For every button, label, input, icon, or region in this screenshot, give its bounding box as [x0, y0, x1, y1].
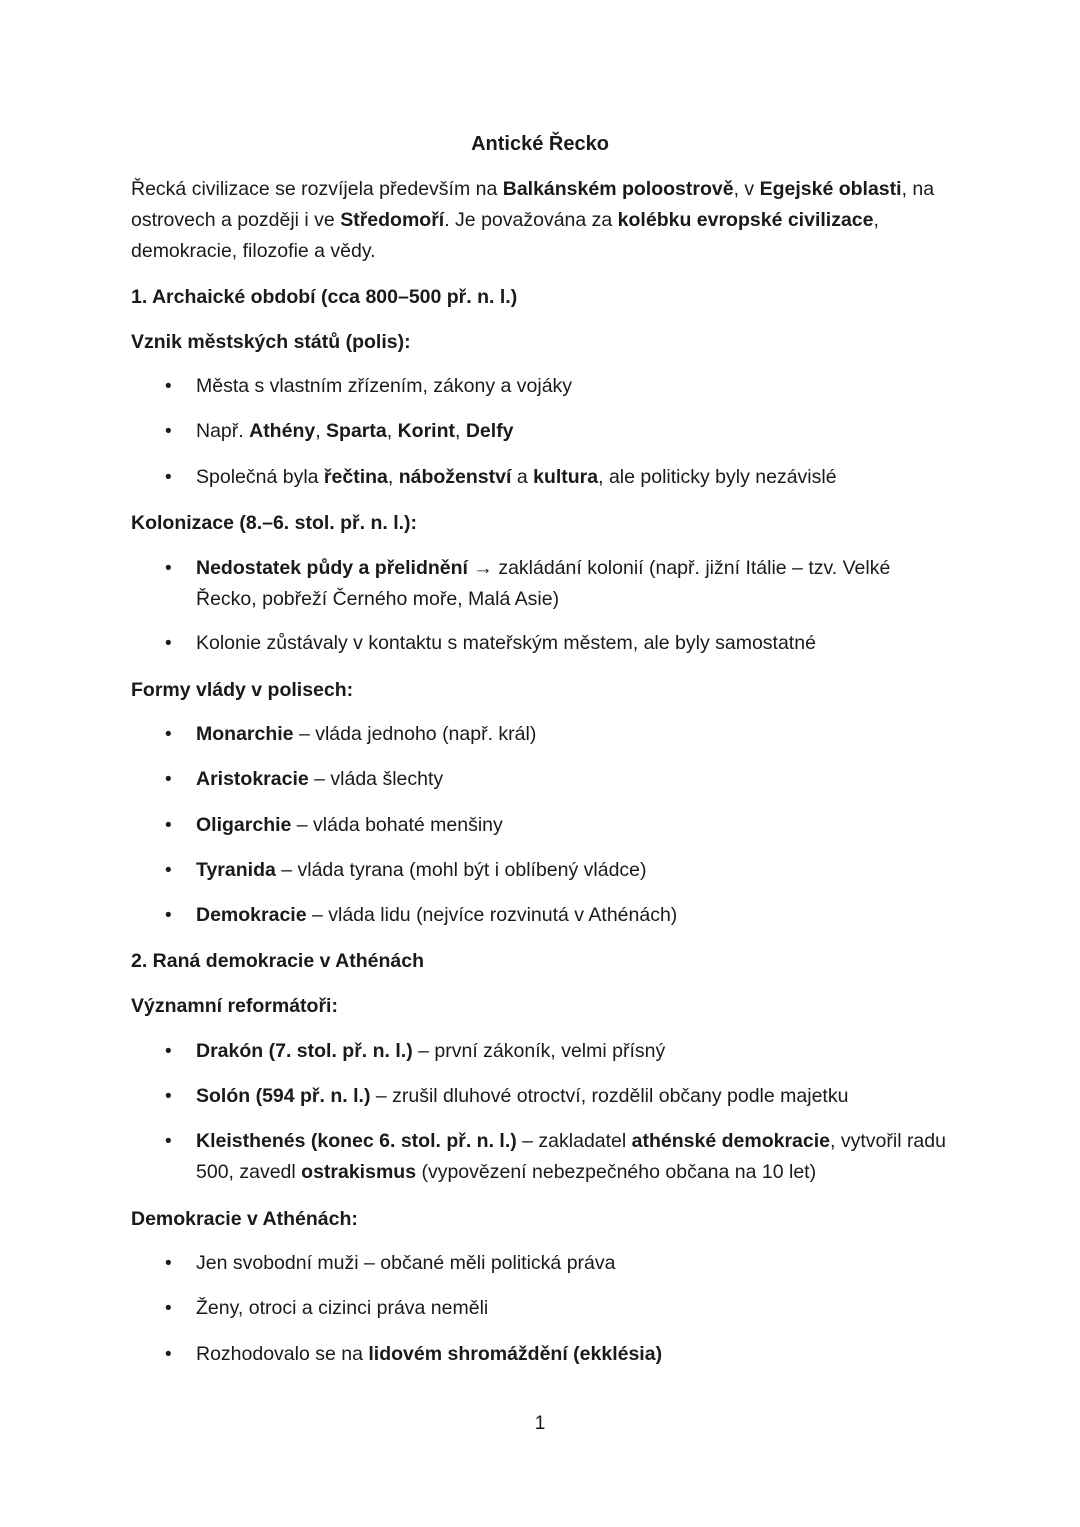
text-run: – vláda tyrana (mohl být i oblíbený vládce)	[275, 859, 647, 881]
text-run: – vláda bohaté menšiny	[291, 814, 503, 836]
text-run: Rozhodovalo se na	[196, 1343, 369, 1365]
bullet-point: •	[165, 1344, 172, 1365]
subheading-colonization: Kolonizace (8.–6. stol. př. n. l.):	[131, 512, 418, 534]
section-heading-democracy: 2. Raná demokracie v Athénách	[131, 950, 424, 972]
bullet-point: •	[165, 1253, 172, 1274]
bullet-point: •	[165, 1086, 172, 1107]
text-run: a	[511, 466, 534, 488]
page-number: 1	[534, 1413, 546, 1434]
text-run: – vláda lidu (nejvíce rozvinutá v Athénách)	[306, 904, 678, 926]
bold-text: Drakón (7. stol. př. n. l.)	[196, 1040, 413, 1062]
text-run: ,	[455, 420, 466, 442]
list-item	[165, 1248, 956, 1279]
text-run: Řecká civilizace se rozvíjela především na	[131, 178, 503, 200]
subheading-athens-democracy: Demokracie v Athénách:	[131, 1208, 358, 1230]
bold-text: Solón (594 př. n. l.)	[196, 1085, 371, 1107]
bold-text: ostrakismus	[301, 1161, 417, 1183]
text-run: – první zákoník, velmi přísný	[412, 1040, 666, 1062]
list-item	[165, 719, 956, 750]
bullet-point: •	[165, 558, 172, 579]
bold-text: Kleisthenés (konec 6. stol. př. n. l.)	[196, 1130, 517, 1152]
bold-text: Nedostatek půdy a přelidnění	[196, 557, 468, 579]
bold-text: Balkánském poloostrově	[502, 178, 734, 200]
text-run: (vypovězení nebezpečného občana na 10 let)	[416, 1161, 817, 1183]
bold-text: Oligarchie	[196, 814, 292, 836]
text-run: , vytvořil radu 500, zavedl	[196, 1130, 946, 1183]
text-run: Města s vlastním zřízením, zákony a vojáky	[196, 375, 573, 397]
bold-text: Delfy	[465, 420, 514, 442]
bullet-point: •	[165, 421, 172, 442]
bullet-point: •	[165, 1298, 172, 1319]
bold-text: Korint	[397, 420, 455, 442]
text-run: – vláda jednoho (např. král)	[293, 723, 537, 745]
bold-text: Středomoří	[340, 209, 445, 231]
text-run: – zakladatel	[516, 1130, 632, 1152]
list-item	[165, 371, 956, 402]
intro-paragraph	[131, 174, 951, 267]
bold-text: Sparta	[326, 420, 387, 442]
subheading-government: Formy vlády v polisech:	[131, 679, 354, 701]
document-title: Antické Řecko	[471, 133, 609, 155]
text-run: ,	[387, 466, 399, 488]
text-run: → zakládání kolonií (např. jižní Itálie – tzv. Velké Řecko, pobřeží Černého moře, Malá Asie)	[196, 557, 891, 610]
bold-text: náboženství	[398, 466, 512, 488]
text-run: – zrušil dluhové otroctví, rozdělil občany podle majetku	[370, 1085, 849, 1107]
text-run: , na ostrovech a později i ve	[131, 178, 935, 231]
bold-text: athénské demokracie	[631, 1130, 831, 1152]
list-item	[165, 810, 956, 841]
bold-text: Athény	[249, 420, 316, 442]
list-item	[165, 1081, 956, 1112]
bold-text: kultura	[533, 466, 599, 488]
list-item	[165, 1036, 956, 1067]
list-item	[165, 462, 956, 493]
bullet-point: •	[165, 815, 172, 836]
bold-text: Egejské oblasti	[759, 178, 902, 200]
bullet-point: •	[165, 467, 172, 488]
list-item	[165, 1339, 956, 1370]
bullet-point: •	[165, 376, 172, 397]
bold-text: řečtina	[323, 466, 388, 488]
text-run: ,	[315, 420, 327, 442]
text-run: , ale politicky byly nezávislé	[598, 466, 837, 488]
text-run: Ženy, otroci a cizinci práva neměli	[196, 1297, 489, 1319]
bullet-point: •	[165, 905, 172, 926]
subheading-reformers: Významní reformátoři:	[131, 995, 338, 1017]
text-run: Kolonie zůstávaly v kontaktu s mateřským městem, ale byly samostatné	[196, 632, 816, 654]
list-item	[165, 900, 956, 931]
list-item	[165, 764, 956, 795]
bullet-point: •	[165, 633, 172, 654]
list-item	[165, 416, 956, 447]
list-item	[165, 1293, 956, 1324]
text-run: Např.	[196, 420, 250, 442]
bullet-point: •	[165, 724, 172, 745]
text-run: – vláda šlechty	[308, 768, 444, 790]
bullet-point: •	[165, 860, 172, 881]
list-item	[165, 1126, 956, 1188]
subheading-polis: Vznik městských států (polis):	[131, 331, 411, 353]
text-run: Společná byla	[196, 466, 324, 488]
bold-text: kolébku evropské civilizace	[617, 209, 874, 231]
section-heading-archaic: 1. Archaické období (cca 800–500 př. n. l.)	[131, 286, 518, 308]
text-run: Jen svobodní muži – občané měli politická práva	[196, 1252, 616, 1274]
bullet-point: •	[165, 769, 172, 790]
list-item	[165, 855, 956, 886]
text-run: , demokracie, filozofie a vědy.	[131, 209, 879, 262]
list-item	[165, 553, 956, 615]
bold-text: Demokracie	[196, 904, 307, 926]
bold-text: lidovém shromáždění (ekklésia)	[368, 1343, 663, 1365]
bold-text: Aristokracie	[196, 768, 309, 790]
bullet-point: •	[165, 1041, 172, 1062]
bold-text: Tyranida	[196, 859, 276, 881]
text-run: ,	[386, 420, 398, 442]
list-item	[165, 628, 956, 659]
bullet-point: •	[165, 1131, 172, 1152]
text-run: , v	[733, 178, 760, 200]
text-run: . Je považována za	[444, 209, 618, 231]
bold-text: Monarchie	[196, 723, 294, 745]
